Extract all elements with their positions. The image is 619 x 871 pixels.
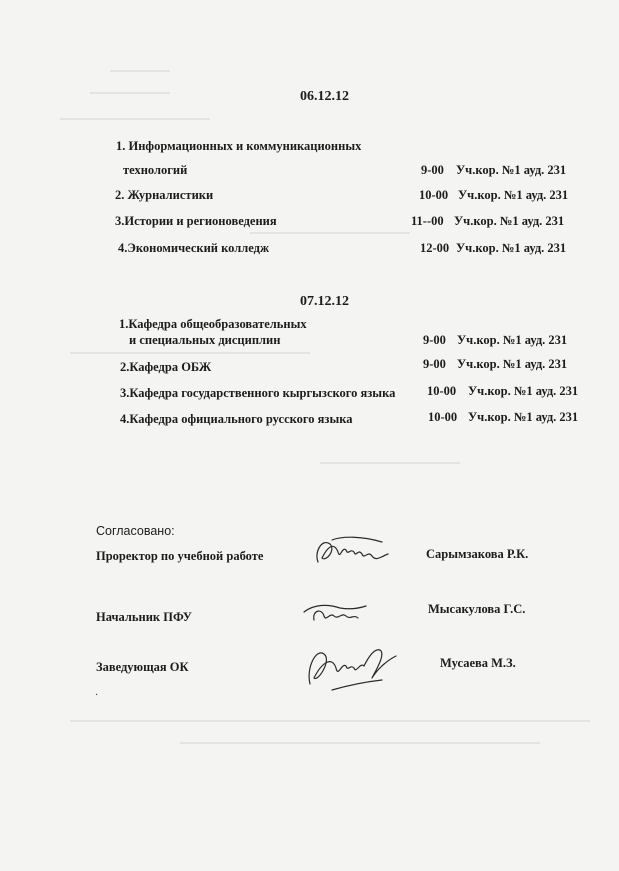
signatory-title: Начальник ПФУ	[96, 610, 192, 624]
list-item-place: Уч.кор. №1 ауд. 231	[468, 384, 579, 398]
bleed-through-mark	[70, 352, 310, 354]
bleed-through-mark	[90, 92, 170, 94]
list-item-time: 12-00	[420, 241, 450, 255]
list-item-time: 9-00	[423, 357, 446, 371]
list-item-label: 4.Кафедра официального русского языка	[120, 412, 353, 426]
list-item-place: Уч.кор. №1 ауд. 231	[457, 333, 568, 347]
approval-heading: Согласовано:	[96, 524, 175, 538]
list-item-place: Уч.кор. №1 ауд. 231	[468, 410, 579, 424]
list-item-place: Уч.кор. №1 ауд. 231	[456, 241, 567, 255]
signatory-name: Сарымзакова Р.К.	[426, 547, 529, 561]
bleed-through-mark	[180, 742, 540, 744]
bleed-through-mark	[250, 232, 410, 234]
list-item-place: Уч.кор. №1 ауд. 231	[454, 214, 565, 228]
section-date-day1: 06.12.12	[300, 89, 349, 104]
signatory-name: Мусаева М.З.	[440, 656, 516, 670]
list-item-time: 10-00	[419, 188, 449, 202]
list-item-label: 1.Кафедра общеобразовательных	[119, 317, 307, 331]
list-item-time: 10-00	[427, 384, 457, 398]
bleed-through-mark	[70, 720, 590, 722]
handwritten-signature	[312, 532, 392, 572]
list-item-label: 3.Истории и регионоведения	[115, 214, 277, 228]
list-item-label: 2. Журналистики	[115, 188, 214, 202]
bleed-through-mark	[320, 462, 460, 464]
list-item-time: 10-00	[428, 410, 458, 424]
list-item-place: Уч.кор. №1 ауд. 231	[458, 188, 569, 202]
handwritten-signature	[300, 598, 370, 628]
stray-mark: ·	[95, 690, 99, 701]
signatory-title: Заведующая ОК	[96, 660, 189, 674]
signatory-title: Проректор по учебной работе	[96, 549, 264, 563]
signatory-name: Мысакулова Г.С.	[428, 602, 526, 616]
bleed-through-mark	[110, 70, 170, 72]
list-item-time: 9-00	[421, 163, 444, 177]
section-date-day2: 07.12.12	[300, 294, 349, 309]
bleed-through-mark	[60, 118, 210, 120]
list-item-time: 11--00	[411, 214, 444, 228]
list-item-label: 1. Информационных и коммуникационных	[116, 139, 362, 153]
list-item-place: Уч.кор. №1 ауд. 231	[457, 357, 568, 371]
list-item-label: 2.Кафедра ОБЖ	[120, 360, 212, 374]
list-item-label: технологий	[123, 163, 188, 177]
list-item-place: Уч.кор. №1 ауд. 231	[456, 163, 567, 177]
list-item-label: 4.Экономический колледж	[118, 241, 270, 255]
list-item-label: и специальных дисциплин	[129, 333, 281, 347]
list-item-time: 9-00	[423, 333, 446, 347]
list-item-label: 3.Кафедра государственного кыргызского языка	[120, 386, 396, 400]
handwritten-signature	[302, 638, 402, 698]
